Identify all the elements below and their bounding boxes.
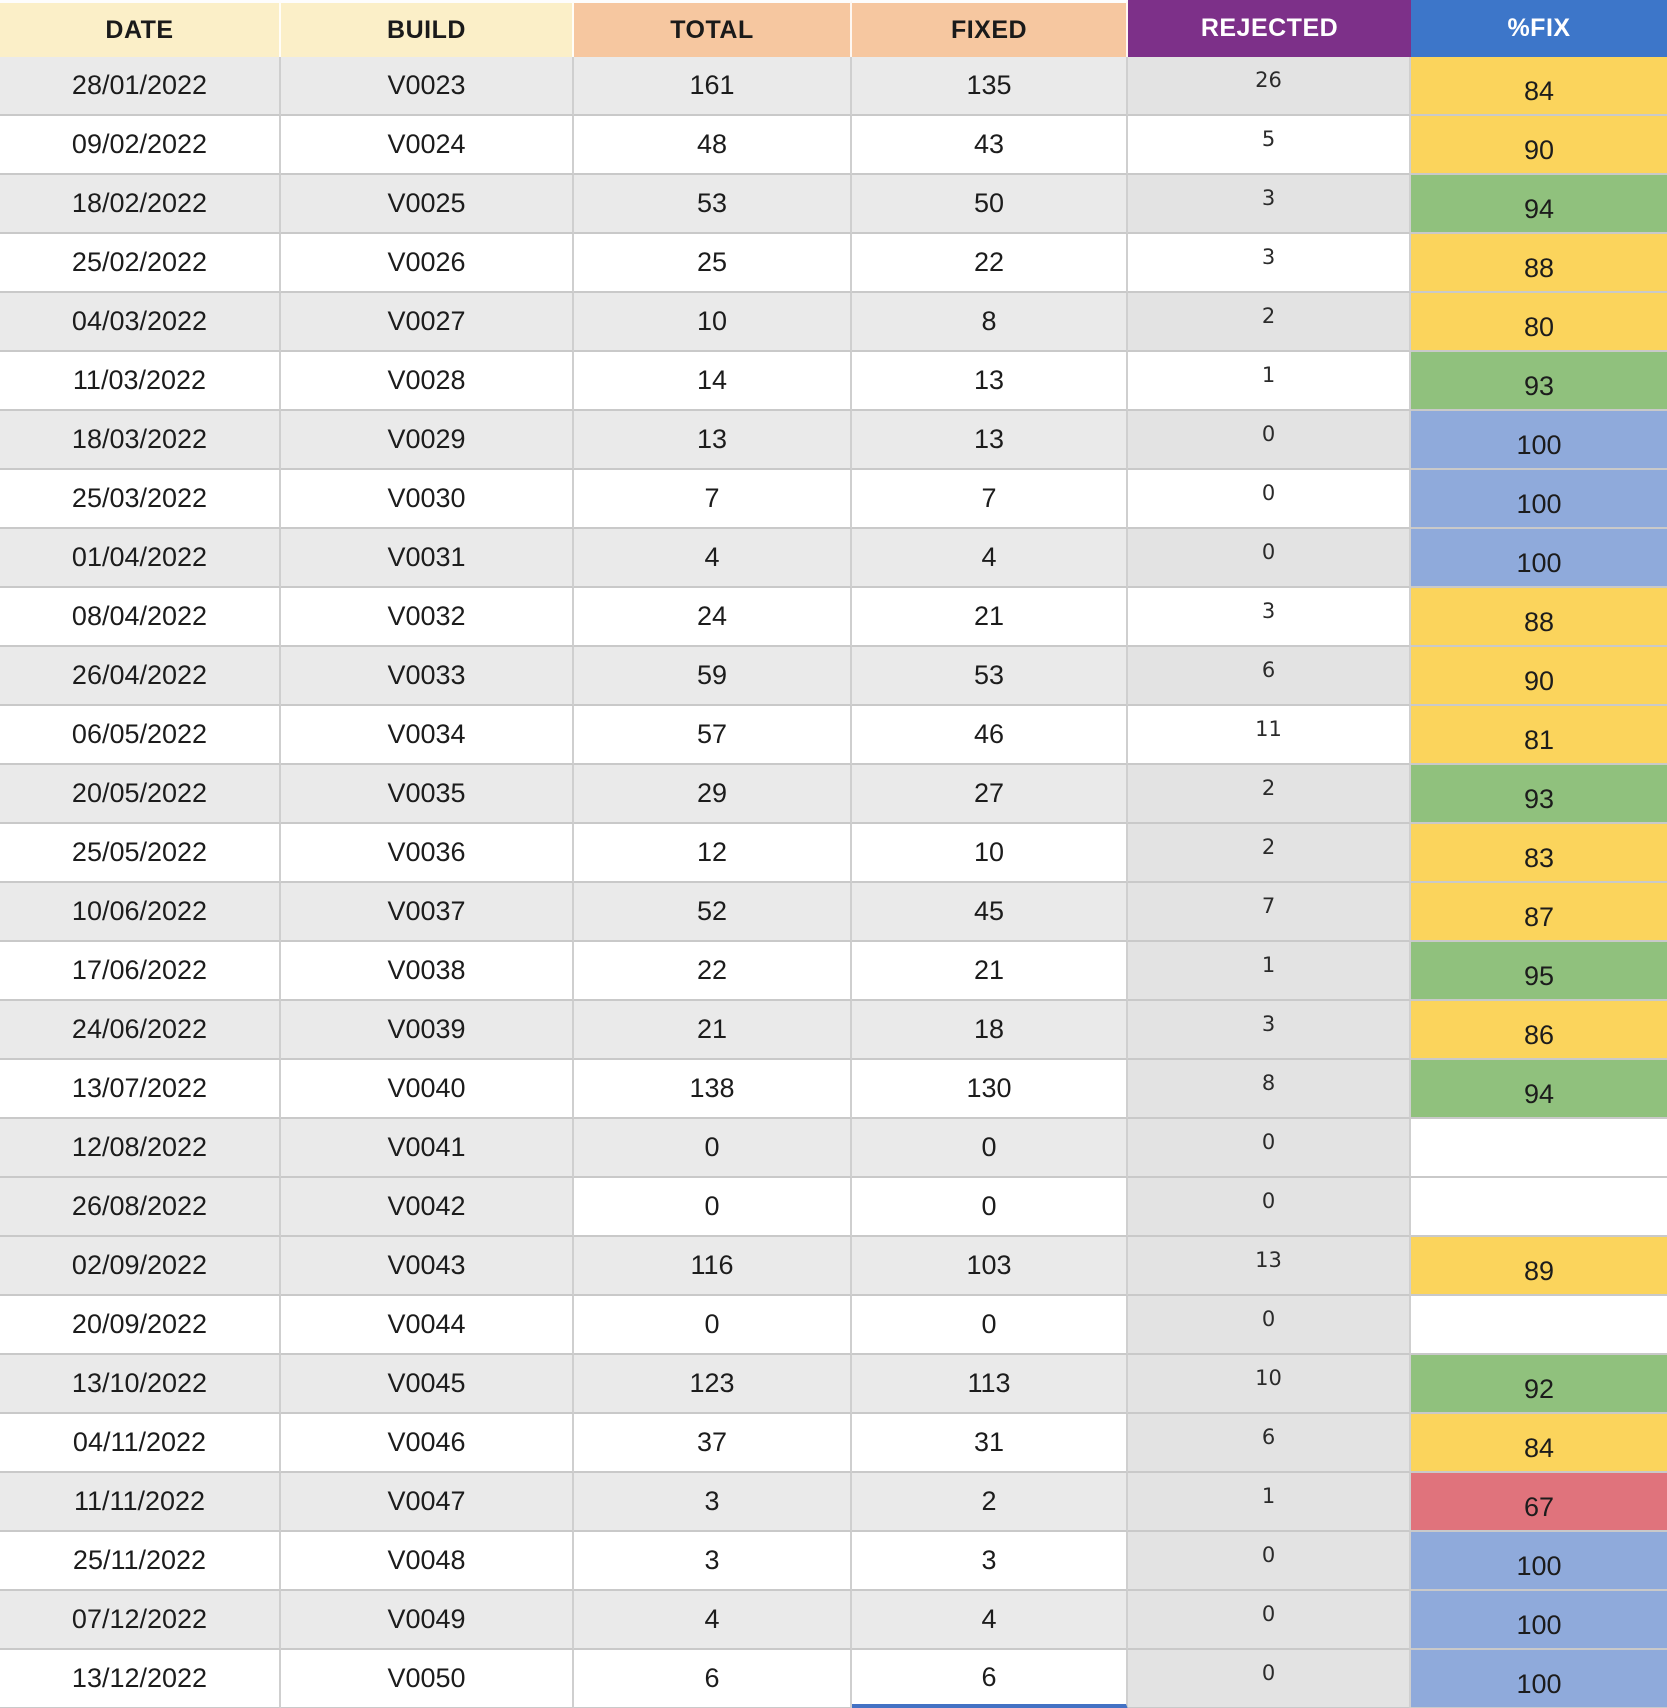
pctfix-cell[interactable]: 100: [1411, 1650, 1667, 1708]
date-cell[interactable]: 20/05/2022: [0, 765, 281, 824]
pctfix-cell[interactable]: 100: [1411, 470, 1667, 529]
total-cell[interactable]: 29: [574, 765, 852, 824]
pctfix-cell[interactable]: 93: [1411, 765, 1667, 824]
fixed-cell[interactable]: 135: [852, 57, 1128, 116]
total-cell[interactable]: 14: [574, 352, 852, 411]
header-cell-rejected[interactable]: REJECTED: [1128, 0, 1411, 57]
build-cell[interactable]: V0031: [281, 529, 574, 588]
rejected-cell[interactable]: 0: [1128, 470, 1411, 529]
total-cell[interactable]: 123: [574, 1355, 852, 1414]
date-cell[interactable]: 11/03/2022: [0, 352, 281, 411]
rejected-cell[interactable]: 8: [1128, 1060, 1411, 1119]
date-cell[interactable]: 20/09/2022: [0, 1296, 281, 1355]
pctfix-cell[interactable]: [1411, 1296, 1667, 1355]
fixed-cell[interactable]: 7: [852, 470, 1128, 529]
build-cell[interactable]: V0030: [281, 470, 574, 529]
total-cell[interactable]: 138: [574, 1060, 852, 1119]
total-cell[interactable]: 4: [574, 1591, 852, 1650]
build-cell[interactable]: V0034: [281, 706, 574, 765]
fixed-cell[interactable]: 4: [852, 529, 1128, 588]
pctfix-cell[interactable]: [1411, 1178, 1667, 1237]
date-cell[interactable]: 13/10/2022: [0, 1355, 281, 1414]
rejected-cell[interactable]: 6: [1128, 1414, 1411, 1473]
pctfix-cell[interactable]: 87: [1411, 883, 1667, 942]
pctfix-cell[interactable]: 100: [1411, 529, 1667, 588]
total-cell[interactable]: 59: [574, 647, 852, 706]
build-cell[interactable]: V0044: [281, 1296, 574, 1355]
build-cell[interactable]: V0043: [281, 1237, 574, 1296]
total-cell[interactable]: 22: [574, 942, 852, 1001]
build-cell[interactable]: V0041: [281, 1119, 574, 1178]
total-cell[interactable]: 24: [574, 588, 852, 647]
build-cell[interactable]: V0049: [281, 1591, 574, 1650]
date-cell[interactable]: 25/05/2022: [0, 824, 281, 883]
rejected-cell[interactable]: 13: [1128, 1237, 1411, 1296]
fixed-cell[interactable]: 6: [852, 1650, 1128, 1708]
fixed-cell[interactable]: 8: [852, 293, 1128, 352]
rejected-cell[interactable]: 2: [1128, 293, 1411, 352]
total-cell[interactable]: 116: [574, 1237, 852, 1296]
fixed-cell[interactable]: 18: [852, 1001, 1128, 1060]
fixed-cell[interactable]: 4: [852, 1591, 1128, 1650]
pctfix-cell[interactable]: 67: [1411, 1473, 1667, 1532]
fixed-cell[interactable]: 3: [852, 1532, 1128, 1591]
total-cell[interactable]: 6: [574, 1650, 852, 1708]
date-cell[interactable]: 17/06/2022: [0, 942, 281, 1001]
rejected-cell[interactable]: 3: [1128, 234, 1411, 293]
date-cell[interactable]: 18/03/2022: [0, 411, 281, 470]
pctfix-cell[interactable]: 100: [1411, 411, 1667, 470]
fixed-cell[interactable]: 27: [852, 765, 1128, 824]
total-cell[interactable]: 53: [574, 175, 852, 234]
build-cell[interactable]: V0029: [281, 411, 574, 470]
fixed-cell[interactable]: 21: [852, 588, 1128, 647]
rejected-cell[interactable]: 3: [1128, 175, 1411, 234]
build-cell[interactable]: V0027: [281, 293, 574, 352]
date-cell[interactable]: 08/04/2022: [0, 588, 281, 647]
fixed-cell[interactable]: 50: [852, 175, 1128, 234]
date-cell[interactable]: 25/11/2022: [0, 1532, 281, 1591]
build-cell[interactable]: V0037: [281, 883, 574, 942]
rejected-cell[interactable]: 7: [1128, 883, 1411, 942]
rejected-cell[interactable]: 0: [1128, 411, 1411, 470]
pctfix-cell[interactable]: 81: [1411, 706, 1667, 765]
total-cell[interactable]: 52: [574, 883, 852, 942]
pctfix-cell[interactable]: 92: [1411, 1355, 1667, 1414]
build-cell[interactable]: V0045: [281, 1355, 574, 1414]
total-cell[interactable]: 3: [574, 1532, 852, 1591]
build-cell[interactable]: V0042: [281, 1178, 574, 1237]
fixed-cell[interactable]: 2: [852, 1473, 1128, 1532]
rejected-cell[interactable]: 1: [1128, 352, 1411, 411]
date-cell[interactable]: 13/12/2022: [0, 1650, 281, 1708]
date-cell[interactable]: 07/12/2022: [0, 1591, 281, 1650]
rejected-cell[interactable]: 0: [1128, 1591, 1411, 1650]
build-cell[interactable]: V0039: [281, 1001, 574, 1060]
pctfix-cell[interactable]: 80: [1411, 293, 1667, 352]
total-cell[interactable]: 48: [574, 116, 852, 175]
fixed-cell[interactable]: 130: [852, 1060, 1128, 1119]
date-cell[interactable]: 26/08/2022: [0, 1178, 281, 1237]
total-cell[interactable]: 3: [574, 1473, 852, 1532]
rejected-cell[interactable]: 0: [1128, 1532, 1411, 1591]
fixed-cell[interactable]: 13: [852, 352, 1128, 411]
fixed-cell[interactable]: 46: [852, 706, 1128, 765]
build-cell[interactable]: V0028: [281, 352, 574, 411]
date-cell[interactable]: 12/08/2022: [0, 1119, 281, 1178]
pctfix-cell[interactable]: 88: [1411, 588, 1667, 647]
pctfix-cell[interactable]: 88: [1411, 234, 1667, 293]
date-cell[interactable]: 28/01/2022: [0, 57, 281, 116]
build-cell[interactable]: V0035: [281, 765, 574, 824]
date-cell[interactable]: 04/11/2022: [0, 1414, 281, 1473]
fixed-cell[interactable]: 43: [852, 116, 1128, 175]
total-cell[interactable]: 0: [574, 1178, 852, 1237]
fixed-cell[interactable]: 21: [852, 942, 1128, 1001]
rejected-cell[interactable]: 10: [1128, 1355, 1411, 1414]
build-cell[interactable]: V0026: [281, 234, 574, 293]
date-cell[interactable]: 18/02/2022: [0, 175, 281, 234]
pctfix-cell[interactable]: 90: [1411, 116, 1667, 175]
rejected-cell[interactable]: 11: [1128, 706, 1411, 765]
rejected-cell[interactable]: 6: [1128, 647, 1411, 706]
header-cell-fixed[interactable]: FIXED: [852, 0, 1128, 57]
total-cell[interactable]: 10: [574, 293, 852, 352]
build-cell[interactable]: V0047: [281, 1473, 574, 1532]
rejected-cell[interactable]: 26: [1128, 57, 1411, 116]
rejected-cell[interactable]: 3: [1128, 1001, 1411, 1060]
build-cell[interactable]: V0023: [281, 57, 574, 116]
rejected-cell[interactable]: 0: [1128, 1119, 1411, 1178]
build-cell[interactable]: V0048: [281, 1532, 574, 1591]
total-cell[interactable]: 4: [574, 529, 852, 588]
rejected-cell[interactable]: 1: [1128, 942, 1411, 1001]
date-cell[interactable]: 25/03/2022: [0, 470, 281, 529]
fixed-cell[interactable]: 113: [852, 1355, 1128, 1414]
pctfix-cell[interactable]: 100: [1411, 1532, 1667, 1591]
header-cell-date[interactable]: DATE: [0, 0, 281, 57]
total-cell[interactable]: 12: [574, 824, 852, 883]
build-cell[interactable]: V0025: [281, 175, 574, 234]
fixed-cell[interactable]: 22: [852, 234, 1128, 293]
total-cell[interactable]: 7: [574, 470, 852, 529]
rejected-cell[interactable]: 2: [1128, 765, 1411, 824]
fixed-cell[interactable]: 103: [852, 1237, 1128, 1296]
fixed-cell[interactable]: 10: [852, 824, 1128, 883]
date-cell[interactable]: 25/02/2022: [0, 234, 281, 293]
pctfix-cell[interactable]: 83: [1411, 824, 1667, 883]
build-cell[interactable]: V0038: [281, 942, 574, 1001]
rejected-cell[interactable]: 5: [1128, 116, 1411, 175]
rejected-cell[interactable]: 3: [1128, 588, 1411, 647]
build-cell[interactable]: V0040: [281, 1060, 574, 1119]
build-cell[interactable]: V0046: [281, 1414, 574, 1473]
fixed-cell[interactable]: 0: [852, 1296, 1128, 1355]
pctfix-cell[interactable]: 90: [1411, 647, 1667, 706]
header-cell-total[interactable]: TOTAL: [574, 0, 852, 57]
total-cell[interactable]: 161: [574, 57, 852, 116]
date-cell[interactable]: 13/07/2022: [0, 1060, 281, 1119]
total-cell[interactable]: 37: [574, 1414, 852, 1473]
pctfix-cell[interactable]: 84: [1411, 57, 1667, 116]
build-cell[interactable]: V0036: [281, 824, 574, 883]
build-cell[interactable]: V0050: [281, 1650, 574, 1708]
pctfix-cell[interactable]: 95: [1411, 942, 1667, 1001]
pctfix-cell[interactable]: 94: [1411, 1060, 1667, 1119]
fixed-cell[interactable]: 31: [852, 1414, 1128, 1473]
rejected-cell[interactable]: 0: [1128, 1650, 1411, 1708]
date-cell[interactable]: 09/02/2022: [0, 116, 281, 175]
header-cell-build[interactable]: BUILD: [281, 0, 574, 57]
date-cell[interactable]: 11/11/2022: [0, 1473, 281, 1532]
fixed-cell[interactable]: 13: [852, 411, 1128, 470]
pctfix-cell[interactable]: 86: [1411, 1001, 1667, 1060]
rejected-cell[interactable]: 0: [1128, 1178, 1411, 1237]
total-cell[interactable]: 0: [574, 1296, 852, 1355]
rejected-cell[interactable]: 1: [1128, 1473, 1411, 1532]
pctfix-cell[interactable]: 93: [1411, 352, 1667, 411]
fixed-cell[interactable]: 53: [852, 647, 1128, 706]
rejected-cell[interactable]: 0: [1128, 1296, 1411, 1355]
date-cell[interactable]: 04/03/2022: [0, 293, 281, 352]
total-cell[interactable]: 21: [574, 1001, 852, 1060]
pctfix-cell[interactable]: 100: [1411, 1591, 1667, 1650]
fixed-cell[interactable]: 45: [852, 883, 1128, 942]
pctfix-cell[interactable]: 94: [1411, 175, 1667, 234]
header-cell-pctfix[interactable]: %FIX: [1411, 0, 1667, 57]
rejected-cell[interactable]: 2: [1128, 824, 1411, 883]
date-cell[interactable]: 02/09/2022: [0, 1237, 281, 1296]
pctfix-cell[interactable]: 89: [1411, 1237, 1667, 1296]
date-cell[interactable]: 10/06/2022: [0, 883, 281, 942]
pctfix-cell[interactable]: 84: [1411, 1414, 1667, 1473]
date-cell[interactable]: 24/06/2022: [0, 1001, 281, 1060]
total-cell[interactable]: 25: [574, 234, 852, 293]
build-cell[interactable]: V0033: [281, 647, 574, 706]
rejected-cell[interactable]: 0: [1128, 529, 1411, 588]
date-cell[interactable]: 06/05/2022: [0, 706, 281, 765]
fixed-cell[interactable]: 0: [852, 1119, 1128, 1178]
build-cell[interactable]: V0032: [281, 588, 574, 647]
fixed-cell[interactable]: 0: [852, 1178, 1128, 1237]
pctfix-cell[interactable]: [1411, 1119, 1667, 1178]
date-cell[interactable]: 26/04/2022: [0, 647, 281, 706]
total-cell[interactable]: 0: [574, 1119, 852, 1178]
date-cell[interactable]: 01/04/2022: [0, 529, 281, 588]
total-cell[interactable]: 13: [574, 411, 852, 470]
total-cell[interactable]: 57: [574, 706, 852, 765]
build-cell[interactable]: V0024: [281, 116, 574, 175]
